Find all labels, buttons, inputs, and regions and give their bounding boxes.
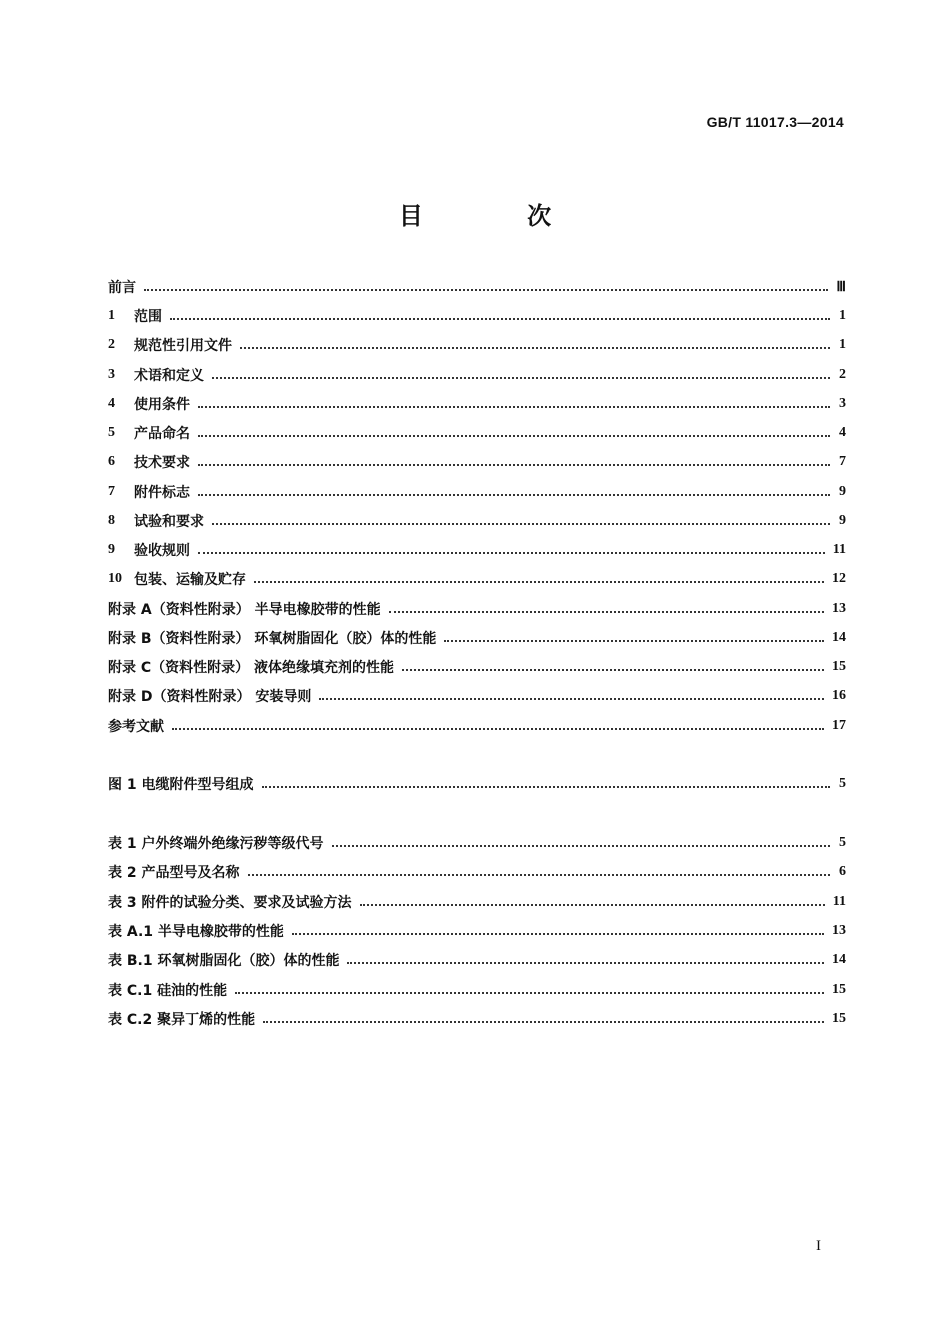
toc-entry-label: 范围: [134, 309, 162, 325]
toc-entry-number: 1: [108, 308, 115, 323]
toc-entry-number: 9: [108, 542, 115, 557]
toc-entry-label: 附录 B（资料性附录） 环氧树脂固化（胶）体的性能: [108, 631, 437, 647]
table-entry-page: 11: [832, 894, 846, 909]
leader-dots: [444, 640, 824, 642]
toc-entry[interactable]: [108, 685, 846, 707]
figure-entry-page: 5: [839, 776, 846, 791]
toc-entry-page: 9: [839, 484, 846, 499]
toc-entry-label: 附录 D（资料性附录） 安装导则: [108, 689, 312, 705]
toc-entry-label: 规范性引用文件: [134, 338, 232, 354]
toc-entry-number: 4: [108, 396, 115, 411]
toc-entry-page: 15: [832, 659, 846, 674]
toc-entry-page: 12: [832, 571, 846, 586]
toc-entry-label: 技术要求: [134, 455, 190, 471]
toc-entry[interactable]: [108, 422, 846, 444]
table-entry-page: 13: [832, 923, 846, 938]
toc-entry[interactable]: [108, 334, 846, 356]
table-entry[interactable]: [108, 891, 846, 913]
toc-entry-label: 附件标志: [134, 485, 190, 501]
table-entry-label: 表 C.2 聚异丁烯的性能: [108, 1012, 256, 1028]
table-entry-page: 5: [839, 835, 846, 850]
toc-entry-page: 9: [839, 513, 846, 528]
toc-entry[interactable]: [108, 481, 846, 503]
table-entry[interactable]: [108, 832, 846, 854]
toc-entry[interactable]: [108, 276, 846, 298]
leader-dots: [332, 845, 831, 847]
leader-dots: [240, 347, 830, 349]
toc-entry[interactable]: [108, 627, 846, 649]
leader-dots: [198, 406, 830, 408]
toc-entry[interactable]: [108, 715, 846, 737]
toc-entry[interactable]: [108, 364, 846, 386]
toc-entry-number: 2: [108, 337, 115, 352]
toc-entry-page: 7: [839, 454, 846, 469]
toc-entry-page: 1: [839, 308, 846, 323]
toc-entry[interactable]: [108, 598, 846, 620]
table-entry-label: 表 C.1 硅油的性能: [108, 983, 228, 999]
leader-dots: [248, 874, 831, 876]
toc-entry[interactable]: [108, 451, 846, 473]
toc-entry-label: 验收规则: [134, 543, 190, 559]
toc-entry-number: 5: [108, 425, 115, 440]
toc-entry-label: 前言: [108, 280, 136, 296]
leader-dots: [347, 962, 824, 964]
toc-entry-page: 17: [832, 718, 846, 733]
toc-entry-page: 3: [839, 396, 846, 411]
table-entry[interactable]: [108, 979, 846, 1001]
table-entry-label: 表 2 产品型号及名称: [108, 865, 240, 881]
leader-dots: [235, 992, 824, 994]
toc-entry-page: Ⅲ: [836, 279, 846, 295]
toc-entry[interactable]: [108, 568, 846, 590]
toc-entry-number: 3: [108, 367, 115, 382]
table-entry[interactable]: [108, 1008, 846, 1030]
toc-entry-number: 7: [108, 484, 115, 499]
toc-entry[interactable]: [108, 393, 846, 415]
table-entry-page: 6: [839, 864, 846, 879]
table-entry-label: 表 1 户外终端外绝缘污秽等级代号: [108, 836, 324, 852]
toc-entry[interactable]: [108, 539, 846, 561]
page-title: 目 次: [398, 202, 600, 230]
toc-entry-label: 参考文献: [108, 719, 164, 735]
leader-dots: [172, 728, 824, 730]
toc-entry[interactable]: [108, 305, 846, 327]
leader-dots: [254, 581, 824, 583]
toc-entry-page: 4: [839, 425, 846, 440]
leader-dots: [198, 494, 830, 496]
toc-entry-number: 10: [108, 571, 122, 586]
toc-entry-page: 14: [832, 630, 846, 645]
leader-dots: [198, 464, 830, 466]
table-entry[interactable]: [108, 949, 846, 971]
toc-entry-number: 8: [108, 513, 115, 528]
table-entry-label: 表 3 附件的试验分类、要求及试验方法: [108, 895, 352, 911]
page-number: I: [816, 1238, 821, 1254]
table-entry-page: 14: [832, 952, 846, 967]
standard-code: GB/T 11017.3—2014: [706, 114, 844, 130]
leader-dots: [402, 669, 824, 671]
toc-entry-label: 附录 C（资料性附录） 液体绝缘填充剂的性能: [108, 660, 395, 676]
toc-entry-page: 1: [839, 337, 846, 352]
leader-dots: [319, 698, 824, 700]
leader-dots: [263, 1021, 824, 1023]
toc-entry-label: 产品命名: [134, 426, 190, 442]
table-entry-page: 15: [832, 1011, 846, 1026]
leader-dots: [212, 523, 830, 525]
leader-dots: [262, 786, 831, 788]
toc-entry-page: 2: [839, 367, 846, 382]
toc-entry[interactable]: [108, 656, 846, 678]
toc-entry-number: 6: [108, 454, 115, 469]
leader-dots: [292, 933, 824, 935]
figure-entry-label: 图 1 电缆附件型号组成: [108, 777, 254, 793]
toc-entry-label: 附录 A（资料性附录） 半导电橡胶带的性能: [108, 602, 381, 618]
leader-dots: [212, 377, 830, 379]
table-entry[interactable]: [108, 861, 846, 883]
leader-dots: [389, 611, 824, 613]
table-entry[interactable]: [108, 920, 846, 942]
table-entry-label: 表 A.1 半导电橡胶带的性能: [108, 924, 284, 940]
leader-dots: [144, 289, 828, 291]
leader-dots: [170, 318, 830, 320]
toc-entry[interactable]: [108, 510, 846, 532]
leader-dots: [360, 904, 825, 906]
table-entry-label: 表 B.1 环氧树脂固化（胶）体的性能: [108, 953, 340, 969]
toc-entry-label: 术语和定义: [134, 368, 204, 384]
table-entry-page: 15: [832, 982, 846, 997]
toc-entry-page: 11: [832, 542, 846, 557]
toc-entry-page: 16: [832, 688, 846, 703]
toc-entry-label: 试验和要求: [134, 514, 204, 530]
figure-entry[interactable]: [108, 773, 846, 795]
toc-entry-page: 13: [832, 601, 846, 616]
leader-dots: [198, 435, 830, 437]
toc-entry-label: 使用条件: [134, 397, 190, 413]
leader-dots: [198, 552, 825, 554]
toc-entry-label: 包装、运输及贮存: [134, 572, 246, 588]
